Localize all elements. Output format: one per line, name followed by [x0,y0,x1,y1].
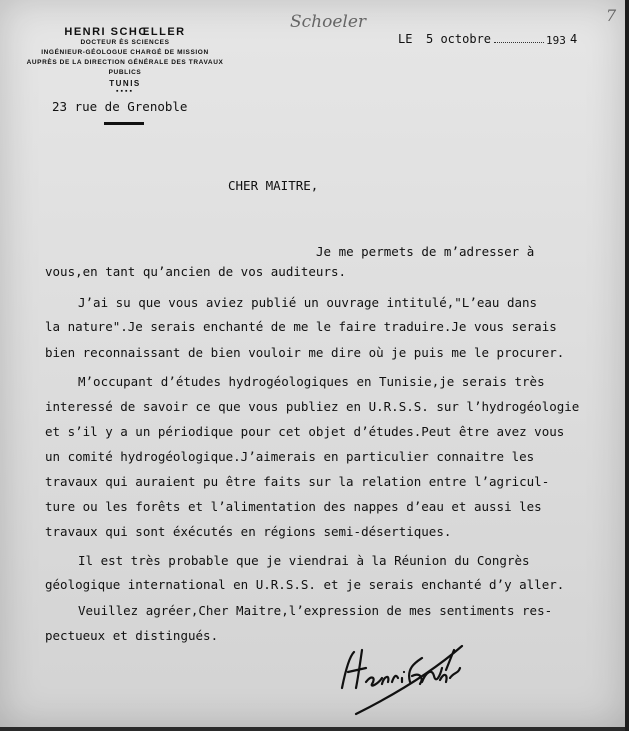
body-line: bien reconnaissant de bien vouloir me dire où je puis me le procurer. [45,345,565,360]
letterhead-role: INGÉNIEUR-GÉOLOGUE CHARGÉ DE MISSION [41,49,209,56]
body-line: un comité hydrogéologique.J’aimerais en particulier connaitre les [45,449,535,464]
body-line: Veuillez agréer,Cher Maitre,l’expression de mes sentiments res- [78,603,553,618]
body-line: ture ou les forêts et l’alimentation des nappes d’eau et aussi les [45,499,542,514]
body-line: Je me permets de m’adresser à [316,244,535,259]
letterhead-degree: DOCTEUR ÈS SCIENCES [80,39,170,46]
date-prefix: LE [398,32,413,46]
letterhead-city: TUNIS [109,79,141,88]
body-line: travaux qui sont éxécutés en régions semi-désertiques. [45,524,452,539]
letterhead-ornament: ▪▪▪▪ [116,88,134,95]
scan-edge [625,0,629,731]
date-year-printed: 193 [546,34,566,47]
body-line: géologique international en U.R.S.S. et je serais enchanté d’y aller. [45,577,565,592]
address-underline [104,122,144,125]
handwritten-name-annotation: Schoeler [290,12,367,32]
body-line: J’ai su que vous aviez publié un ouvrage intitulé,"L’eau dans [78,295,538,310]
street-address: 23 rue de Grenoble [52,99,188,114]
date-dotted-line [494,42,544,43]
body-line: Il est très probable que je viendrai à la Réunion du Congrès [78,553,530,568]
body-line: pectueux et distingués. [45,628,219,643]
body-line: interessé de savoir ce que vous publiez en U.R.S.S. sur l’hydrogéologie [45,399,580,414]
letterhead [10,26,240,95]
body-line: vous,en tant qu’ancien de vos auditeurs. [45,264,347,279]
body-line: la nature".Je serais enchanté de me le faire traduire.Je vous serais [45,319,557,334]
date-day-month: 5 octobre [426,32,492,46]
salutation: CHER MAITRE, [228,178,319,193]
body-line: travaux qui auraient pu être faits sur la relation entre l’agricul- [45,474,550,489]
body-line: et s’il y a un périodique pour cet objet d’études.Peut être avez vous [45,424,565,439]
date-year-typed: 4 [570,32,578,46]
letterhead-department: AUPRÈS DE LA DIRECTION GÉNÉRALE DES TRAVAUX PUBLICS [26,59,224,76]
letterhead-name: HENRI SCHŒLLER [64,26,186,38]
body-line: M’occupant d’études hydrogéologiques en Tunisie,je serais très [78,374,545,389]
handwritten-page-number: 7 [606,6,617,25]
signature [336,628,466,718]
